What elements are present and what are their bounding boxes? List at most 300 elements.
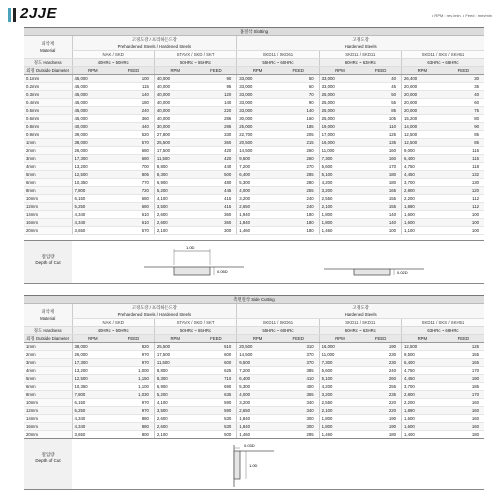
diameter-label-kr: 외경	[26, 68, 35, 73]
feed-cell: 270	[278, 163, 319, 171]
hardness-value: 55HRc ~ 60HRc	[237, 59, 319, 67]
rpm-header: RPM	[402, 335, 443, 343]
feed-cell: 445	[196, 187, 237, 195]
feed-cell: 180	[360, 179, 401, 187]
rpm-cell: 1,840	[237, 423, 278, 431]
feed-cell: 170	[443, 391, 484, 399]
rpm-header: RPM	[72, 335, 113, 343]
feed-cell: 610	[113, 211, 154, 219]
feed-header: FEED	[196, 67, 237, 75]
rpm-cell: 7,300	[319, 359, 360, 367]
table-row	[24, 227, 484, 235]
feed-cell: 240	[278, 195, 319, 203]
rpm-cell: 33,000	[319, 75, 360, 83]
rpm-cell: 40,000	[154, 115, 195, 123]
rpm-cell: 2,600	[154, 219, 195, 227]
feed-cell: 625	[196, 367, 237, 375]
rpm-cell: 2,550	[319, 399, 360, 407]
rpm-cell: 6,150	[72, 195, 113, 203]
table-row	[24, 107, 484, 115]
rpm-header: RPM	[154, 335, 195, 343]
rpm-cell: 26,000	[72, 147, 113, 155]
feed-cell: 125	[360, 131, 401, 139]
feed-cell: 440	[196, 163, 237, 171]
rpm-cell: 9,500	[237, 155, 278, 163]
rpm-cell: 33,000	[237, 99, 278, 107]
diameter-label-en: Outside Diameter	[35, 68, 70, 73]
hardness-label-kr: 경도	[33, 60, 43, 65]
table-row	[24, 415, 484, 423]
feed-cell: 85	[443, 131, 484, 139]
rpm-cell: 30,000	[154, 123, 195, 131]
feed-cell: 190	[360, 343, 401, 351]
feed-cell: 970	[113, 351, 154, 359]
slot-depth-figure-2	[324, 245, 424, 281]
hardness-label	[24, 327, 72, 335]
table-row	[24, 75, 484, 83]
hardness-value: 50HRc ~ 55HRc	[154, 59, 236, 67]
feed-cell: 160	[443, 423, 484, 431]
diameter-label	[24, 67, 72, 75]
feed-cell: 360	[196, 211, 237, 219]
rpm-cell: 17,300	[72, 155, 113, 163]
material-grade: STAVX / SKD / SKT	[154, 319, 236, 327]
feed-header: FEED	[278, 67, 319, 75]
feed-cell: 185	[278, 123, 319, 131]
rpm-cell: 6,900	[154, 383, 195, 391]
feed-cell: 140	[360, 219, 401, 227]
feed-header: FEED	[360, 335, 401, 343]
feed-cell: 155	[360, 203, 401, 211]
rpm-cell: 6,400	[237, 171, 278, 179]
rpm-cell: 11,000	[319, 351, 360, 359]
depth-label-en: Depth of Cut	[35, 458, 61, 463]
feed-cell: 155	[443, 351, 484, 359]
rpm-cell: 12,500	[402, 131, 443, 139]
feed-cell: 286	[196, 115, 237, 123]
feed-cell: 185	[443, 383, 484, 391]
rpm-header: RPM	[72, 67, 113, 75]
feed-cell: 190	[360, 415, 401, 423]
feed-cell: 55	[360, 99, 401, 107]
rpm-cell: 8,800	[154, 367, 195, 375]
feed-cell: 75	[443, 107, 484, 115]
rpm-cell: 33,000	[319, 83, 360, 91]
feed-cell: 220	[196, 107, 237, 115]
section-title	[24, 296, 484, 304]
rpm-cell: 4,000	[237, 187, 278, 195]
rpm-cell: 27,800	[154, 131, 195, 139]
section-title-en: Side Cutting	[251, 297, 275, 302]
feed-cell: 70	[278, 91, 319, 99]
feed-cell: 680	[113, 155, 154, 163]
rpm-cell: 17,500	[154, 351, 195, 359]
rpm-cell: 16,000	[319, 139, 360, 147]
feed-cell: 90	[443, 123, 484, 131]
rpm-cell: 17,000	[319, 131, 360, 139]
feed-cell: 112	[443, 195, 484, 203]
feed-cell: 240	[360, 367, 401, 375]
rpm-cell: 40,000	[154, 75, 195, 83]
material-grade-row	[24, 51, 484, 59]
diameter-cell: 1mm	[24, 343, 72, 351]
rpm-cell: 5,100	[319, 171, 360, 179]
feed-header: FEED	[278, 335, 319, 343]
feed-cell: 400	[278, 383, 319, 391]
rpm-cell: 1,600	[402, 211, 443, 219]
feed-cell: 340	[278, 399, 319, 407]
table-row	[24, 139, 484, 147]
rpm-cell: 4,340	[72, 415, 113, 423]
feed-cell: 360	[113, 115, 154, 123]
rpm-cell: 4,750	[402, 163, 443, 171]
rpm-cell: 6,400	[237, 375, 278, 383]
diameter-cell: 3mm	[24, 359, 72, 367]
material-label-en: Material	[40, 48, 56, 53]
material-label	[24, 304, 72, 327]
rpm-cell: 45,000	[72, 115, 113, 123]
feed-cell: 1,150	[113, 375, 154, 383]
table-row	[24, 155, 484, 163]
feed-cell: 480	[196, 179, 237, 187]
rpm-cell: 39,000	[72, 131, 113, 139]
material-grade: SKD11 / SKD61	[237, 319, 319, 327]
feed-cell: 235	[360, 391, 401, 399]
column-header-row	[24, 335, 484, 343]
material-grade-row	[24, 319, 484, 327]
feed-cell: 690	[196, 383, 237, 391]
feed-cell: 700	[113, 163, 154, 171]
feed-cell: 130	[443, 179, 484, 187]
table-row	[24, 147, 484, 155]
diameter-cell: 6mm	[24, 179, 72, 187]
hardness-value: 63HRc ~ 68HRc	[402, 59, 485, 67]
feed-cell: 500	[196, 431, 237, 439]
material-grade: SKD11 / SKS / SKH51	[402, 319, 485, 327]
diameter-cell: 8mm	[24, 187, 72, 195]
accent-bar-dark	[13, 8, 16, 22]
feed-header: FEED	[113, 67, 154, 75]
side-cutting-table	[24, 295, 484, 439]
rpm-cell: 33,000	[237, 75, 278, 83]
table-row	[24, 343, 484, 351]
diameter-cell: 5mm	[24, 375, 72, 383]
rpm-cell: 1,460	[237, 227, 278, 235]
feed-cell: 800	[113, 431, 154, 439]
material-group	[72, 36, 237, 51]
page-header	[0, 0, 500, 26]
diameter-cell: 2mm	[24, 351, 72, 359]
rpm-cell: 14,500	[237, 351, 278, 359]
feed-cell: 600	[196, 359, 237, 367]
feed-cell: 190	[360, 423, 401, 431]
rpm-cell: 9,500	[402, 351, 443, 359]
diameter-cell: 20mm	[24, 431, 72, 439]
feed-cell: 90	[278, 99, 319, 107]
feed-cell: 820	[113, 343, 154, 351]
feed-cell: 170	[443, 367, 484, 375]
table-row	[24, 91, 484, 99]
rpm-cell: 3,650	[72, 227, 113, 235]
diameter-cell: 16mm	[24, 423, 72, 431]
rpm-cell: 2,600	[154, 423, 195, 431]
feed-cell: 60	[443, 99, 484, 107]
rpm-cell: 8,800	[154, 163, 195, 171]
section-title-kr: 측면절삭	[233, 297, 250, 302]
table-row	[24, 179, 484, 187]
feed-cell: 115	[113, 83, 154, 91]
rpm-cell: 11,500	[154, 359, 195, 367]
rpm-cell: 40,000	[72, 123, 113, 131]
rpm-cell: 2,100	[154, 431, 195, 439]
rpm-cell: 26,000	[72, 351, 113, 359]
material-group	[237, 304, 484, 319]
diameter-cell: 5mm	[24, 171, 72, 179]
table-row	[24, 123, 484, 131]
material-group-en: Prehardened Steels / Hardened Steels	[117, 312, 192, 317]
feed-cell: 370	[278, 359, 319, 367]
rpm-header: RPM	[402, 67, 443, 75]
rpm-cell: 20,000	[402, 91, 443, 99]
feed-cell: 295	[278, 431, 319, 439]
rpm-header: RPM	[319, 335, 360, 343]
rpm-header: RPM	[319, 67, 360, 75]
slotting-depth-of-cut	[24, 240, 484, 284]
rpm-cell: 38,000	[72, 343, 113, 351]
feed-cell: 420	[196, 155, 237, 163]
rpm-cell: 5,600	[319, 367, 360, 375]
feed-cell: 570	[113, 139, 154, 147]
rpm-cell: 5,300	[237, 179, 278, 187]
rpm-cell: 12,500	[72, 375, 113, 383]
rpm-cell: 15,200	[402, 115, 443, 123]
feed-cell: 255	[278, 187, 319, 195]
rpm-cell: 45,000	[72, 107, 113, 115]
depth-label-en: Depth of Cut	[35, 260, 61, 265]
rpm-cell: 8,300	[154, 171, 195, 179]
table-row	[24, 99, 484, 107]
rpm-cell: 5,600	[319, 163, 360, 171]
rpm-cell: 4,000	[237, 391, 278, 399]
feed-cell: 80	[443, 115, 484, 123]
rpm-cell: 4,450	[402, 375, 443, 383]
rpm-cell: 2,650	[237, 407, 278, 415]
feed-cell: 260	[278, 147, 319, 155]
material-label-kr: 피삭재	[41, 41, 54, 46]
diameter-cell: 4mm	[24, 367, 72, 375]
feed-cell: 160	[360, 155, 401, 163]
feed-cell: 570	[113, 227, 154, 235]
hardness-value: 40HRc ~ 50HRc	[72, 59, 154, 67]
feed-cell: 340	[278, 407, 319, 415]
rpm-cell: 1,460	[319, 227, 360, 235]
rpm-cell: 25,000	[319, 91, 360, 99]
rpm-cell: 14,000	[402, 123, 443, 131]
feed-cell: 220	[360, 399, 401, 407]
hardness-label-kr: 경도	[33, 328, 43, 333]
feed-cell: 590	[196, 399, 237, 407]
hardness-row	[24, 59, 484, 67]
feed-cell: 770	[113, 179, 154, 187]
diameter-cell: 14mm	[24, 415, 72, 423]
diameter-cell: 14mm	[24, 211, 72, 219]
feed-cell: 100	[360, 227, 401, 235]
diameter-cell: 10mm	[24, 195, 72, 203]
feed-cell: 1,030	[113, 391, 154, 399]
table-row	[24, 383, 484, 391]
feed-cell: 180	[113, 99, 154, 107]
rpm-cell: 33,000	[237, 83, 278, 91]
rpm-cell: 38,000	[72, 139, 113, 147]
rpm-cell: 22,700	[237, 131, 278, 139]
feed-cell: 970	[113, 407, 154, 415]
feed-cell: 90	[196, 75, 237, 83]
rpm-cell: 14,500	[237, 147, 278, 155]
feed-cell: 190	[443, 375, 484, 383]
rpm-cell: 17,300	[72, 359, 113, 367]
rpm-cell: 40,000	[154, 83, 195, 91]
rpm-cell: 33,000	[237, 107, 278, 115]
rpm-cell: 4,340	[72, 211, 113, 219]
unit-legend: • RPM : rev./min. • Feed : mm/min	[431, 13, 492, 18]
rpm-cell: 2,200	[402, 195, 443, 203]
feed-cell: 110	[360, 123, 401, 131]
rpm-header: RPM	[237, 335, 278, 343]
feed-cell: 230	[360, 351, 401, 359]
feed-cell: 120	[196, 91, 237, 99]
rpm-cell: 1,460	[319, 431, 360, 439]
hardness-value: 63HRc ~ 68HRc	[402, 327, 485, 335]
rpm-cell: 11,000	[319, 147, 360, 155]
rpm-cell: 19,000	[319, 123, 360, 131]
feed-cell: 635	[196, 391, 237, 399]
material-label-kr: 피삭재	[41, 309, 54, 314]
section-title-row	[24, 296, 484, 304]
diameter-cell: 0.4mm	[24, 99, 72, 107]
feed-cell: 415	[196, 203, 237, 211]
rpm-cell: 26,400	[402, 75, 443, 83]
rpm-header: RPM	[154, 67, 195, 75]
diameter-label-en: Outside Diameter	[35, 336, 70, 341]
rpm-cell: 25,000	[319, 99, 360, 107]
feed-cell: 95	[196, 83, 237, 91]
rpm-cell: 4,340	[72, 219, 113, 227]
feed-cell: 165	[360, 187, 401, 195]
section-title-en: Slotting	[253, 29, 268, 34]
feed-cell: 40	[360, 75, 401, 83]
rpm-cell: 16,000	[319, 343, 360, 351]
feed-cell: 300	[278, 423, 319, 431]
feed-cell: 610	[113, 219, 154, 227]
material-group	[237, 36, 484, 51]
feed-cell: 140	[278, 107, 319, 115]
table-row	[24, 171, 484, 179]
table-row	[24, 391, 484, 399]
table-row	[24, 351, 484, 359]
diameter-cell: 0.6mm	[24, 115, 72, 123]
rpm-cell: 2,600	[154, 211, 195, 219]
rpm-cell: 3,700	[402, 383, 443, 391]
rpm-cell: 6,400	[402, 155, 443, 163]
feed-cell: 100	[443, 227, 484, 235]
rpm-cell: 10,350	[72, 383, 113, 391]
material-label-en: Material	[40, 316, 56, 321]
feed-cell: 680	[113, 195, 154, 203]
diameter-label	[24, 335, 72, 343]
feed-cell: 680	[113, 147, 154, 155]
rpm-cell: 3,650	[72, 431, 113, 439]
feed-cell: 85	[443, 139, 484, 147]
rpm-cell: 3,200	[237, 399, 278, 407]
rpm-cell: 7,300	[319, 155, 360, 163]
feed-cell: 805	[113, 171, 154, 179]
diameter-cell: 12mm	[24, 203, 72, 211]
feed-cell: 295	[196, 123, 237, 131]
feed-cell: 35	[443, 83, 484, 91]
diameter-cell: 0.1mm	[24, 75, 72, 83]
rpm-cell: 2,100	[319, 407, 360, 415]
rpm-cell: 4,200	[319, 383, 360, 391]
rpm-cell: 5,250	[72, 407, 113, 415]
rpm-cell: 11,500	[154, 155, 195, 163]
feed-cell: 115	[443, 155, 484, 163]
rpm-cell: 8,300	[154, 375, 195, 383]
feed-cell: 160	[360, 147, 401, 155]
diameter-cell: 0.5mm	[24, 107, 72, 115]
rpm-cell: 2,100	[319, 203, 360, 211]
rpm-cell: 2,100	[154, 227, 195, 235]
material-row	[24, 304, 484, 319]
feed-cell: 410	[278, 375, 319, 383]
feed-cell: 280	[278, 179, 319, 187]
depth-label	[24, 439, 72, 489]
table-row	[24, 219, 484, 227]
rpm-cell: 45,000	[72, 99, 113, 107]
rpm-cell: 25,500	[154, 139, 195, 147]
feed-cell: 180	[360, 171, 401, 179]
feed-cell: 365	[278, 391, 319, 399]
hardness-label-en: Hardness	[43, 328, 62, 333]
rpm-cell: 20,000	[402, 83, 443, 91]
rpm-cell: 1,880	[402, 407, 443, 415]
feed-cell: 60	[278, 83, 319, 91]
rpm-cell: 1,100	[402, 227, 443, 235]
hardness-value: 40HRc ~ 50HRc	[72, 327, 154, 335]
material-group-kr: 고경도강 / 프리하든드강	[131, 305, 177, 310]
table-row	[24, 203, 484, 211]
rpm-cell: 6,900	[154, 179, 195, 187]
material-group-en: Hardened Steels	[344, 44, 377, 49]
rpm-cell: 25,500	[154, 343, 195, 351]
rpm-cell: 4,100	[154, 195, 195, 203]
feed-cell: 100	[443, 219, 484, 227]
material-grade: NAK / SKD	[72, 319, 154, 327]
rpm-cell: 30,000	[237, 115, 278, 123]
rpm-cell: 3,200	[319, 187, 360, 195]
rpm-cell: 1,840	[237, 219, 278, 227]
feed-cell: 30	[443, 75, 484, 83]
rpm-cell: 1,600	[402, 415, 443, 423]
feed-header: FEED	[196, 335, 237, 343]
feed-cell: 970	[113, 399, 154, 407]
rpm-cell: 2,600	[154, 415, 195, 423]
rpm-cell: 17,500	[154, 147, 195, 155]
rpm-cell: 25,000	[319, 107, 360, 115]
rpm-cell: 1,600	[402, 423, 443, 431]
feed-cell: 300	[196, 227, 237, 235]
feed-cell: 1,100	[113, 383, 154, 391]
table-row	[24, 407, 484, 415]
